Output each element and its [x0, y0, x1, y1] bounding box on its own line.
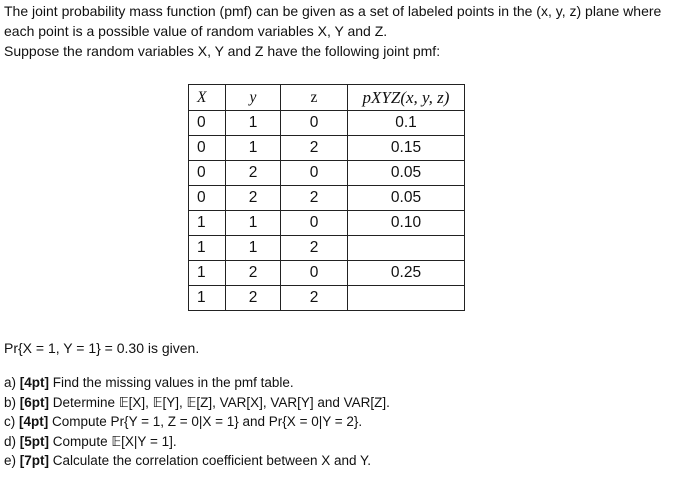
cell-x: 0	[189, 136, 226, 161]
cell-y: 1	[226, 111, 281, 136]
cell-z: 0	[281, 211, 348, 236]
part-letter: e)	[4, 453, 17, 468]
header-pmf: pXYZ(x, y, z)	[348, 85, 465, 111]
cell-pmf: 0.05	[348, 186, 465, 211]
part-points: [6pt]	[19, 394, 50, 410]
part-letter: c)	[4, 414, 16, 429]
part-letter: a)	[4, 375, 17, 390]
cell-pmf-missing	[348, 236, 465, 261]
cell-x: 1	[189, 286, 226, 311]
cell-z: 2	[281, 286, 348, 311]
part-text: Compute 𝔼[X|Y = 1].	[52, 433, 177, 449]
table-row	[189, 161, 465, 186]
cell-y: 1	[226, 211, 281, 236]
part-text: Compute Pr{Y = 1, Z = 0|X = 1} and Pr{X = 0|Y = 2}.	[52, 414, 363, 429]
cell-y: 2	[226, 286, 281, 311]
part-points: [4pt]	[19, 414, 49, 429]
part-points: [5pt]	[19, 433, 50, 449]
cell-pmf: 0.25	[348, 261, 465, 286]
question-part-e	[4, 451, 390, 471]
cell-x: 1	[189, 261, 226, 286]
part-points: [4pt]	[19, 375, 50, 390]
table-row	[189, 286, 465, 311]
intro-line-3: Suppose the random variables X, Y and Z have the following joint pmf:	[4, 43, 441, 59]
part-text: Determine 𝔼[X], 𝔼[Y], 𝔼[Z], VAR[X], VAR[Y] and VAR[Z].	[52, 394, 390, 410]
header-z: z	[281, 85, 348, 111]
cell-pmf: 0.05	[348, 161, 465, 186]
part-text: Find the missing values in the pmf table.	[52, 375, 294, 390]
question-part-d	[4, 432, 390, 452]
part-letter: d)	[4, 433, 17, 449]
question-parts-list	[4, 373, 390, 471]
cell-z: 2	[281, 236, 348, 261]
part-letter: b)	[4, 394, 17, 410]
problem-intro	[4, 1, 692, 61]
cell-x: 1	[189, 211, 226, 236]
cell-y: 1	[226, 136, 281, 161]
cell-y: 2	[226, 161, 281, 186]
part-points: [7pt]	[19, 453, 50, 468]
pmf-table	[188, 84, 465, 311]
part-text: Calculate the correlation coefficient between X and Y.	[52, 453, 372, 468]
cell-y: 2	[226, 261, 281, 286]
cell-pmf: 0.10	[348, 211, 465, 236]
question-part-b	[4, 393, 390, 413]
cell-x: 0	[189, 186, 226, 211]
table-row	[189, 211, 465, 236]
cell-z: 0	[281, 111, 348, 136]
table-row	[189, 111, 465, 136]
cell-y: 1	[226, 236, 281, 261]
intro-line-2: each point is a possible value of random variables X, Y and Z.	[4, 23, 388, 39]
intro-line-1: The joint probability mass function (pmf) can be given as a set of labeled points in the (x, y, z) plane where	[4, 3, 662, 19]
cell-y: 2	[226, 186, 281, 211]
pmf-table-header-row	[189, 85, 465, 111]
header-y: y	[226, 85, 281, 111]
table-row	[189, 186, 465, 211]
cell-x: 0	[189, 111, 226, 136]
question-part-a	[4, 373, 390, 393]
cell-z: 2	[281, 186, 348, 211]
table-row	[189, 136, 465, 161]
cell-pmf-missing	[348, 286, 465, 311]
cell-x: 0	[189, 161, 226, 186]
given-statement: Pr{X = 1, Y = 1} = 0.30 is given.	[4, 340, 200, 356]
cell-x: 1	[189, 236, 226, 261]
table-row	[189, 236, 465, 261]
header-x: X	[189, 85, 226, 111]
cell-z: 0	[281, 261, 348, 286]
table-row	[189, 261, 465, 286]
cell-pmf: 0.15	[348, 136, 465, 161]
cell-z: 2	[281, 136, 348, 161]
question-part-c	[4, 412, 390, 432]
cell-z: 0	[281, 161, 348, 186]
cell-pmf: 0.1	[348, 111, 465, 136]
